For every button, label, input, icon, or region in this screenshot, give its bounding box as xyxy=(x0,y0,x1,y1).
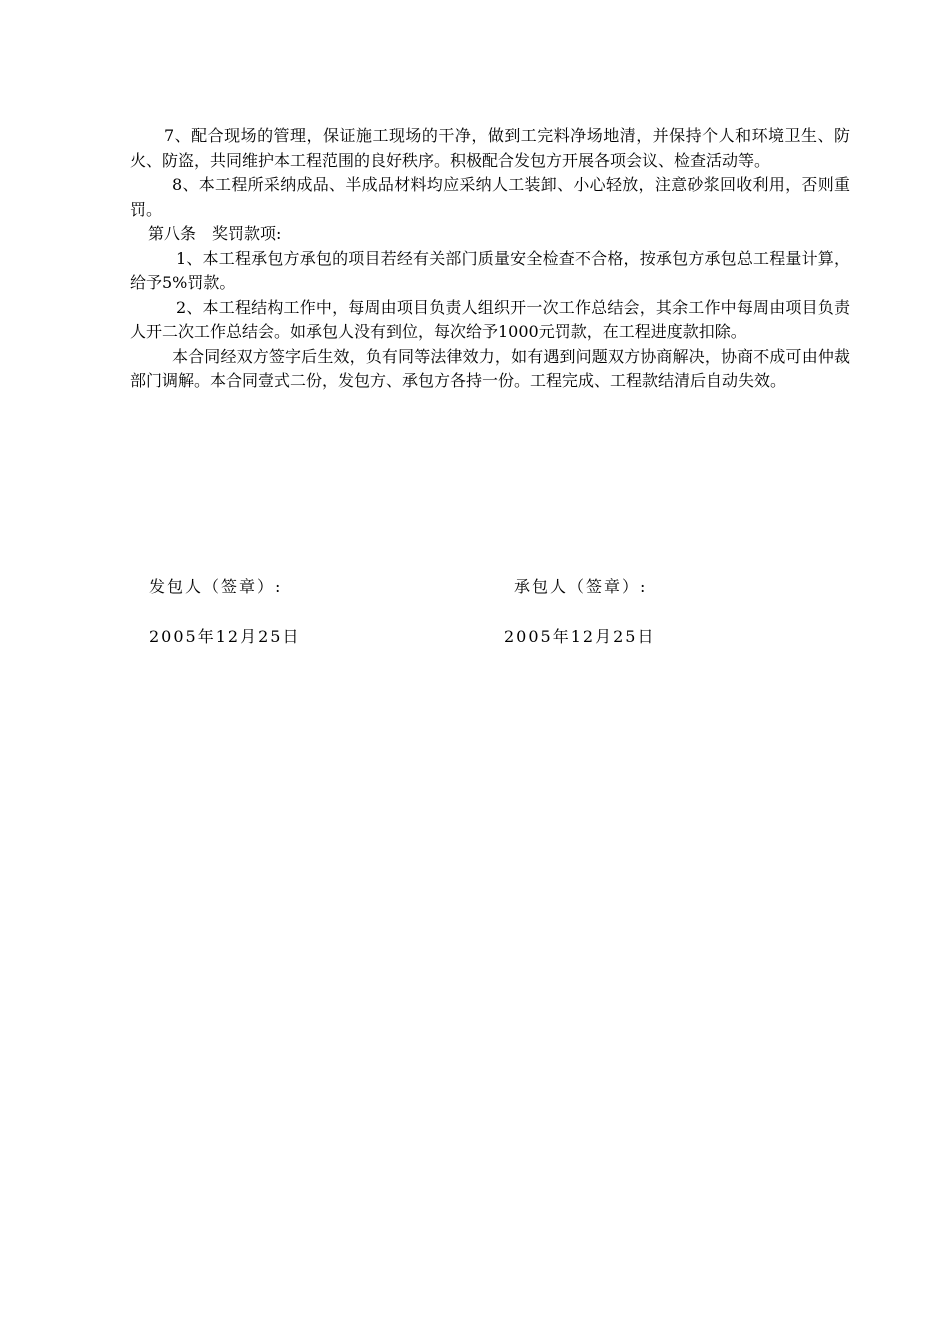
article-8-heading: 第八条 奖罚款项: xyxy=(148,224,282,243)
clause-item-8: 8、本工程所采纳成品、半成品材料均应采纳人工装卸、小心轻放，注意砂浆回收利用，否则重罚。 xyxy=(130,175,850,219)
employer-signature-label: 发包人（签章）: xyxy=(149,577,283,596)
clause-item-7: 7、配合现场的管理，保证施工现场的干净，做到工完料净场地清，并保持个人和环境卫生、防火、防盗，共同维护本工程范围的良好秩序。积极配合发包方开展各项会议、检查活动等。 xyxy=(130,126,850,170)
article-8-item-2: 2、本工程结构工作中，每周由项目负责人组织开一次工作总结会，其余工作中每周由项目负责人开二次工作总结会。如承包人没有到位，每次给予1000元罚款，在工程进度款扣除。 xyxy=(130,297,850,341)
closing-clause: 本合同经双方签字后生效，负有同等法律效力，如有遇到问题双方协商解决，协商不成可由仲裁部门调解。本合同壹式二份，发包方、承包方各持一份。工程完成、工程款结清后自动失效。 xyxy=(130,346,850,390)
contractor-signature-label: 承包人（签章）: xyxy=(514,577,648,596)
employer-signature-date: 2005年12月25日 xyxy=(149,627,301,646)
contractor-signature-date: 2005年12月25日 xyxy=(504,627,656,646)
contract-body xyxy=(130,124,850,394)
article-8-item-1: 1、本工程承包方承包的项目若经有关部门质量安全检查不合格，按承包方承包总工程量计算，给予5%罚款。 xyxy=(130,248,850,292)
